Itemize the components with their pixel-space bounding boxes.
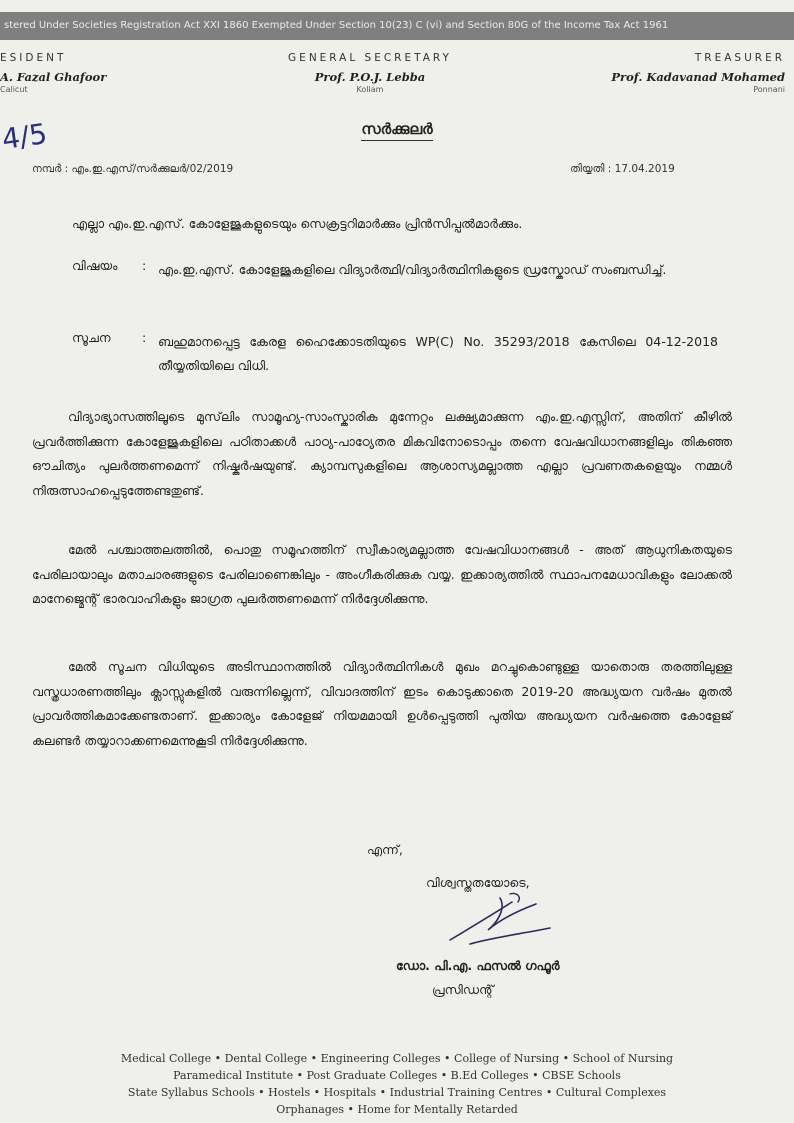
circular-title-text: സർക്കുലർ xyxy=(361,120,432,141)
president-place: Calicut xyxy=(0,85,28,94)
subject-colon: : xyxy=(142,258,147,273)
reference-number: നമ്പർ : എം.ഇ.എസ്/സർക്കുലർ/02/2019 xyxy=(32,163,234,175)
footer-line: Medical College • Dental College • Engineering Colleges • College of Nursing • School of Nursing xyxy=(120,1052,674,1065)
general-secretary-role: GENERAL SECRETARY xyxy=(288,52,452,64)
president-block xyxy=(0,52,120,94)
reference-text: ബഹുമാനപ്പെട്ട കേരള ഹൈക്കോടതിയുടെ WP(C) No. 35293/2018 കേസിലെ 04-12-2018 തീയ്യതിയിലെ വിധി. xyxy=(158,334,718,373)
president-role: ESIDENT xyxy=(0,52,67,64)
general-secretary-block xyxy=(245,52,495,94)
subject-text: എം.ഇ.എസ്. കോളേജുകളിലെ വിദ്യാർത്ഥി/വിദ്യാർത്ഥിനികളുടെ ഡ്രസ്കോഡ് സംബന്ധിച്ച്. xyxy=(158,262,667,277)
circular-title xyxy=(0,120,794,138)
treasurer-name: Prof. Kadavanad Mohamed xyxy=(611,70,785,84)
reference-row xyxy=(72,330,718,378)
president-name: A. Fazal Ghafoor xyxy=(0,70,107,84)
institutions-footer xyxy=(0,1050,794,1118)
reference-label: സൂചന xyxy=(72,330,111,345)
signer-name: ഡോ. പി.എ. ഫസൽ ഗഫൂർ xyxy=(396,958,560,973)
general-secretary-name: Prof. P.O.J. Lebba xyxy=(314,70,426,84)
body-paragraph-3: മേൽ സൂചന വിധിയുടെ അടിസ്ഥാനത്തിൽ വിദ്യാർത്ഥിനികൾ മുഖം മറച്ചുകൊണ്ടുള്ള യാതൊരു തരത്തിലുള്ള വസ്ത്രധാരണത്തിലും ക്ലാസ്സുകളിൽ വരുന്നില്ലെന്ന്, വിവാദത്തിന് ഇടം കൊടുക്കാതെ 2019-20 അദ്ധ്യയന വർഷം മുതൽ പ്രാവർത്തികമാക്കേണ്ടതാണ്. ഇക്കാര്യം കോളേജ് നിയമമായി ഉൾപ്പെടുത്തി പുതിയ അദ്ധ്യയന വർഷത്തെ കോളേജ് കലണ്ടർ തയ്യാറാക്കണമെന്നുകൂടി നിർദ്ദേശിക്കുന്നു. xyxy=(32,659,732,748)
circular-date: തിയ്യതി : 17.04.2019 xyxy=(570,163,675,175)
signer-role: പ്രസിഡന്റ് xyxy=(432,982,494,997)
footer-line: State Syllabus Schools • Hostels • Hospitals • Industrial Training Centres • Cultural Complexes xyxy=(127,1086,667,1099)
registration-band: stered Under Societies Registration Act XXI 1860 Exempted Under Section 10(23) C (vi) and Section 80G of the Income Tax Act 1961 xyxy=(0,12,794,40)
treasurer-role: TREASURER xyxy=(694,52,785,64)
addressee-line: എല്ലാ എം.ഇ.എസ്. കോളേജുകളുടെയും സെക്രട്ടറിമാർക്കും പ്രിൻസിപ്പൽമാർക്കും. xyxy=(72,216,523,231)
subject-row xyxy=(72,258,718,282)
handwritten-signature xyxy=(440,888,560,950)
treasurer-block xyxy=(585,52,785,94)
body-paragraph-1: വിദ്യാഭ്യാസത്തിലൂടെ മുസ്‌ലിം സാമൂഹ്യ-സാംസ്കാരിക മുന്നേറ്റം ലക്ഷ്യമാക്കുന്ന എം.ഇ.എസ്സിന്, അതിന് കീഴിൽ പ്രവർത്തിക്കുന്ന കോളേജുകളിലെ പഠിതാക്കൾ പാഠ്യ-പാഠ്യേതര മികവിനോടൊപ്പം തന്നെ വേഷവിധാനങ്ങളിലും തികഞ്ഞ ഔചിത്യം പുലർത്തണമെന്ന് നിഷ്കർഷയുണ്ട്. ക്യാമ്പസുകളിലെ ആശാസ്യമല്ലാത്ത എല്ലാ പ്രവണതകളെയും നമ്മൾ നിരുത്സാഹപ്പെടുത്തേണ്ടതുണ്ട്. xyxy=(32,409,732,498)
footer-line: Orphanages • Home for Mentally Retarded xyxy=(276,1103,518,1116)
closing-word: എന്ന്, xyxy=(367,842,403,857)
reference-colon: : xyxy=(142,330,147,345)
body-paragraph-2: മേൽ പശ്ചാത്തലത്തിൽ, പൊതു സമൂഹത്തിന് സ്വീകാര്യമല്ലാത്ത വേഷവിധാനങ്ങൾ - അത് ആധുനികതയുടെ പേരിലായാലും മതാചാരങ്ങളുടെ പേരിലാണെങ്കിലും - അംഗീകരിക്കുക വയ്യ. ഇക്കാര്യത്തിൽ സ്ഥാപനമേധാവികളും ലോക്കൽ മാനേജ്മെന്റ് ഭാരവാഹികളും ജാഗ്രത പുലർത്തണമെന്ന് നിർദ്ദേശിക്കുന്നു. xyxy=(32,542,732,606)
general-secretary-place: Kollam xyxy=(356,85,384,94)
treasurer-place: Ponnani xyxy=(753,85,785,94)
footer-line: Paramedical Institute • Post Graduate Colleges • B.Ed Colleges • CBSE Schools xyxy=(173,1069,621,1082)
handwritten-note: 4/5 xyxy=(0,117,50,156)
subject-label: വിഷയം xyxy=(72,258,118,273)
regards-line: വിശ്വസ്തതയോടെ, xyxy=(426,875,530,890)
